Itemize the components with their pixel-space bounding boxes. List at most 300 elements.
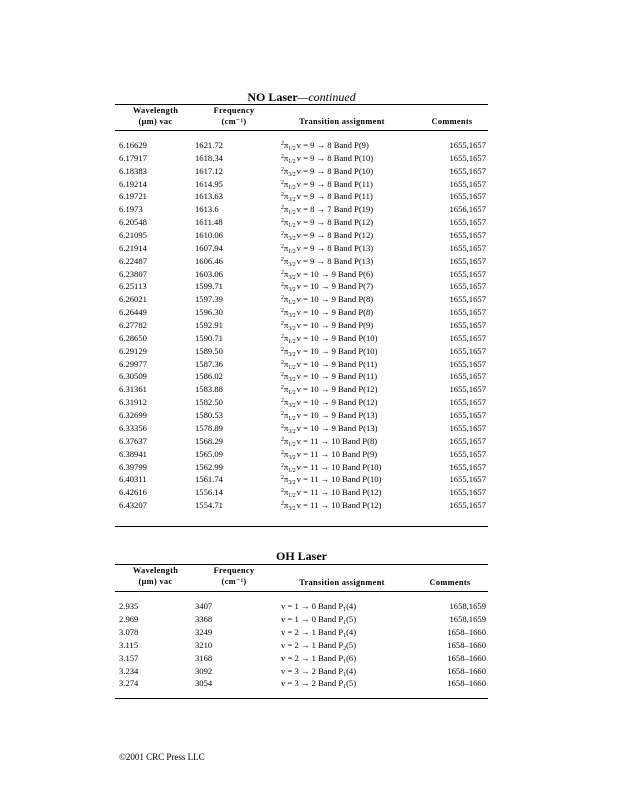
pi-symbol: π: [283, 165, 289, 176]
no-term-superscript: 2: [281, 372, 284, 379]
no-cell-transition: [281, 332, 377, 344]
oh-header-wavelength-label: Wavelength: [132, 566, 179, 575]
no-term-subscript: 1/2: [288, 146, 296, 152]
no-transition-text: v = 9 → 8 Band P(9): [296, 140, 369, 150]
no-term-subscript: 3/2: [288, 454, 296, 461]
pi-symbol: π: [283, 474, 289, 485]
oh-cell-wavelength: 3.115: [119, 639, 139, 650]
no-cell-comments: 1655,1657: [449, 487, 486, 498]
no-term-superscript: 2: [281, 398, 284, 405]
no-cell-transition: [281, 242, 373, 254]
oh-branch-subscript: 1: [343, 658, 347, 665]
no-term-superscript: 2: [281, 269, 284, 276]
no-term-superscript: 2: [281, 385, 284, 392]
no-transition-text: v = 9 → 8 Band P(10): [296, 165, 374, 176]
oh-cell-wavelength: 3.157: [119, 652, 139, 663]
no-term-subscript: 3/2: [288, 197, 296, 204]
no-term-subscript: 1/2: [288, 416, 296, 423]
no-cell-frequency: 1611.48: [195, 217, 223, 228]
no-term-subscript: 1/2: [288, 338, 296, 345]
no-cell-frequency: 1613.63: [195, 191, 223, 202]
no-cell-frequency: 1580.53: [195, 410, 223, 421]
no-cell-transition: [281, 190, 373, 202]
oh-cell-transition: [281, 600, 356, 612]
oh-laser-bottom-rule: [115, 698, 488, 699]
no-cell-transition: [281, 486, 381, 498]
pi-symbol: π: [283, 307, 289, 318]
no-transition-text: v = 8 → 7 Band P(19): [296, 204, 374, 215]
no-cell-frequency: 1590.71: [195, 332, 223, 343]
no-transition-text: v = 10 → 9 Band P(11): [296, 358, 378, 369]
no-term-subscript: 1/2: [288, 364, 296, 371]
no-cell-wavelength: 6.38941: [119, 448, 147, 459]
no-transition-text: v = 10 → 9 Band P(12): [296, 384, 378, 395]
no-term-superscript: 2: [281, 501, 284, 508]
oh-rotational-line: (4): [346, 626, 357, 637]
pi-symbol: π: [283, 435, 289, 446]
no-term-subscript: 1/2: [288, 300, 296, 307]
oh-header-frequency-unit: (cm⁻¹): [221, 577, 247, 586]
no-cell-wavelength: 6.27782: [119, 320, 147, 331]
oh-cell-frequency: 3407: [195, 601, 213, 611]
oh-branch-subscript: 2: [343, 645, 347, 652]
no-term-superscript: 2: [281, 333, 284, 340]
no-cell-wavelength: 6.42616: [119, 487, 147, 498]
no-cell-transition: [281, 345, 377, 357]
no-cell-comments: 1655,1657: [449, 320, 486, 331]
no-cell-frequency: 1587.36: [195, 358, 223, 369]
oh-rotational-line: (5): [346, 613, 357, 624]
no-term-subscript: 3/2: [288, 326, 296, 333]
pi-symbol: π: [283, 140, 289, 150]
oh-branch-subscript: 1: [343, 684, 347, 691]
no-transition-text: v = 10 → 9 Band P(12): [296, 397, 378, 408]
no-cell-wavelength: 6.37637: [119, 435, 147, 446]
no-term-subscript: 3/2: [288, 428, 296, 435]
no-cell-wavelength: 6.21914: [119, 242, 147, 253]
no-cell-frequency: 1621.72: [195, 140, 223, 150]
oh-cell-comments: 1658–1660: [447, 678, 486, 689]
no-cell-frequency: 1554.71: [195, 500, 223, 511]
no-cell-comments: 1655,1657: [449, 500, 486, 511]
oh-cell-frequency: 3210: [195, 639, 213, 650]
no-term-subscript: 3/2: [288, 261, 296, 268]
no-cell-transition: [281, 280, 373, 292]
no-cell-transition: [281, 139, 369, 151]
oh-cell-comments: 1658–1660: [447, 652, 486, 663]
no-transition-text: v = 9 → 8 Band P(13): [296, 255, 374, 266]
no-cell-frequency: 1596.30: [195, 307, 223, 318]
no-cell-transition: [281, 293, 373, 305]
no-cell-wavelength: 6.28650: [119, 332, 147, 343]
no-cell-transition: [281, 319, 373, 331]
no-cell-transition: [281, 178, 373, 190]
no-term-superscript: 2: [281, 411, 284, 418]
no-term-superscript: 2: [281, 153, 284, 160]
no-cell-wavelength: 6.22487: [119, 255, 147, 266]
pi-symbol: π: [283, 204, 289, 215]
no-header-comments: Comments: [431, 117, 473, 126]
no-cell-transition: [281, 152, 373, 164]
oh-transition-text: v = 2 → 1 Band P: [281, 626, 344, 637]
no-cell-comments: 1655,1657: [449, 140, 486, 150]
no-term-superscript: 2: [281, 449, 284, 456]
no-cell-comments: 1655,1657: [449, 422, 486, 433]
no-term-superscript: 2: [281, 192, 284, 199]
oh-cell-frequency: 3054: [195, 678, 213, 689]
no-term-subscript: 3/2: [288, 171, 296, 178]
no-cell-transition: [281, 255, 373, 267]
oh-rotational-line: (6): [346, 652, 357, 663]
pi-symbol: π: [283, 500, 289, 511]
no-cell-transition: [281, 409, 377, 421]
no-transition-text: v = 10 → 9 Band P(10): [296, 332, 378, 343]
no-cell-wavelength: 6.29129: [119, 345, 147, 356]
no-cell-wavelength: 6.19721: [119, 191, 147, 202]
no-header-transition: Transition assignment: [299, 117, 385, 126]
no-cell-transition: [281, 216, 373, 228]
oh-transition-text: v = 2 → 1 Band P: [281, 639, 344, 650]
no-term-superscript: 2: [281, 423, 284, 430]
no-transition-text: v = 10 → 9 Band P(6): [296, 268, 374, 279]
no-cell-comments: 1655,1657: [449, 294, 486, 305]
no-transition-text: v = 11 → 10 Band P(12): [296, 500, 382, 511]
no-cell-wavelength: 6.33356: [119, 422, 147, 433]
no-term-subscript: 1/2: [288, 248, 296, 255]
no-cell-frequency: 1565.09: [195, 448, 223, 459]
no-cell-comments: 1655,1657: [449, 448, 486, 459]
no-cell-comments: 1656,1657: [449, 204, 486, 215]
no-header-wavelength-unit: (μm) vac: [138, 117, 173, 126]
no-cell-transition: [281, 448, 377, 460]
oh-cell-wavelength: 3.234: [119, 665, 139, 676]
oh-rotational-line: (4): [346, 601, 357, 611]
no-cell-comments: 1655,1657: [449, 474, 486, 485]
oh-header-wavelength: [118, 565, 193, 587]
no-term-subscript: 3/2: [288, 274, 296, 281]
no-cell-wavelength: 6.26021: [119, 294, 147, 305]
no-cell-frequency: 1613.6: [195, 204, 219, 215]
oh-cell-wavelength: 3.078: [119, 626, 139, 637]
no-term-superscript: 2: [281, 488, 284, 495]
oh-cell-frequency: 3168: [195, 652, 213, 663]
no-cell-wavelength: 6.26449: [119, 307, 147, 318]
no-term-superscript: 2: [281, 218, 284, 225]
no-cell-wavelength: 6.43207: [119, 500, 147, 511]
pi-symbol: π: [283, 255, 289, 266]
no-cell-transition: [281, 499, 381, 511]
oh-cell-transition: [281, 639, 356, 651]
no-term-superscript: 2: [281, 295, 284, 302]
no-term-subscript: 3/2: [288, 480, 296, 487]
no-cell-comments: 1655,1657: [449, 435, 486, 446]
no-cell-comments: 1655,1657: [449, 178, 486, 189]
pi-symbol: π: [283, 371, 289, 382]
no-transition-text: v = 11 → 10 Band P(9): [296, 448, 378, 459]
no-transition-text: v = 9 → 8 Band P(12): [296, 230, 374, 241]
oh-header-transition: Transition assignment: [299, 578, 385, 587]
no-cell-comments: 1655,1657: [449, 242, 486, 253]
no-cell-wavelength: 6.40311: [119, 474, 147, 485]
no-cell-frequency: 1607.94: [195, 242, 223, 253]
no-cell-frequency: 1614.95: [195, 178, 223, 189]
pi-symbol: π: [283, 320, 289, 331]
no-term-superscript: 2: [281, 205, 284, 212]
oh-cell-frequency: 3092: [195, 665, 213, 676]
no-term-subscript: 3/2: [288, 506, 296, 513]
oh-laser-header-rule: [115, 591, 488, 592]
no-cell-transition: [281, 396, 377, 408]
no-cell-comments: 1655,1657: [449, 384, 486, 395]
no-cell-frequency: 1603.06: [195, 268, 223, 279]
no-cell-comments: 1655,1657: [449, 217, 486, 228]
no-transition-text: v = 10 → 9 Band P(7): [296, 281, 374, 292]
pi-symbol: π: [283, 281, 289, 292]
pi-symbol: π: [283, 448, 289, 459]
no-header-frequency-unit: (cm⁻¹): [221, 117, 247, 126]
oh-cell-transition: [281, 652, 356, 664]
no-term-subscript: 3/2: [288, 287, 296, 294]
no-cell-wavelength: 6.39799: [119, 461, 147, 472]
no-cell-wavelength: 6.25113: [119, 281, 147, 292]
no-header-wavelength-label: Wavelength: [132, 106, 179, 115]
pi-symbol: π: [283, 152, 289, 163]
no-transition-text: v = 10 → 9 Band P(9): [296, 320, 374, 331]
no-transition-text: v = 9 → 8 Band P(12): [296, 217, 374, 228]
no-term-superscript: 2: [281, 359, 284, 366]
no-term-superscript: 2: [281, 321, 284, 328]
oh-header-frequency: [198, 565, 270, 587]
no-cell-wavelength: 6.32699: [119, 410, 147, 421]
no-cell-comments: 1655,1657: [449, 255, 486, 266]
no-cell-wavelength: 6.1973: [119, 204, 143, 215]
no-transition-text: v = 10 → 9 Band P(11): [296, 371, 378, 382]
no-cell-transition: [281, 461, 381, 473]
no-cell-transition: [281, 422, 377, 434]
pi-symbol: π: [283, 397, 289, 408]
no-cell-comments: 1655,1657: [449, 332, 486, 343]
no-cell-frequency: 1618.34: [195, 152, 223, 163]
no-cell-transition: [281, 358, 377, 370]
oh-branch-subscript: 1: [343, 607, 347, 613]
no-cell-transition: [281, 306, 373, 318]
no-term-superscript: 2: [281, 475, 284, 482]
no-transition-text: v = 11 → 10 Band P(10): [296, 474, 382, 485]
oh-laser-title: OH Laser: [276, 549, 327, 563]
no-cell-comments: 1655,1657: [449, 230, 486, 241]
no-cell-wavelength: 6.21095: [119, 230, 147, 241]
no-transition-text: v = 9 → 8 Band P(11): [296, 191, 373, 202]
no-cell-frequency: 1582.50: [195, 397, 223, 408]
pi-symbol: π: [283, 358, 289, 369]
no-transition-text: v = 11 → 10 Band P(12): [296, 487, 382, 498]
no-cell-wavelength: 6.17917: [119, 152, 147, 163]
no-cell-comments: 1655,1657: [449, 281, 486, 292]
no-cell-comments: 1655,1657: [449, 397, 486, 408]
no-term-superscript: 2: [281, 231, 284, 238]
oh-cell-transition: [281, 677, 356, 689]
no-cell-transition: [281, 165, 373, 177]
oh-cell-comments: 1658–1660: [447, 639, 486, 650]
no-cell-frequency: 1561.74: [195, 474, 223, 485]
no-term-subscript: 3/2: [288, 236, 296, 243]
oh-cell-comments: 1658,1659: [449, 601, 486, 611]
no-cell-wavelength: 6.31361: [119, 384, 147, 395]
no-term-subscript: 1/2: [288, 158, 296, 165]
no-term-subscript: 3/2: [288, 313, 296, 320]
no-cell-wavelength: 6.19214: [119, 178, 147, 189]
oh-transition-text: v = 3 → 2 Band P: [281, 665, 344, 676]
oh-cell-wavelength: 2.969: [119, 613, 139, 624]
no-laser-title-suffix: —continued: [297, 90, 356, 104]
oh-transition-text: v = 2 → 1 Band P: [281, 652, 344, 663]
no-cell-frequency: 1617.12: [195, 165, 223, 176]
pi-symbol: π: [283, 345, 289, 356]
pi-symbol: π: [283, 178, 289, 189]
no-term-superscript: 2: [281, 436, 284, 443]
oh-cell-transition: [281, 626, 356, 638]
no-term-subscript: 1/2: [288, 223, 296, 230]
pi-symbol: π: [283, 294, 289, 305]
no-cell-wavelength: 6.20548: [119, 217, 147, 228]
no-cell-wavelength: 6.18383: [119, 165, 147, 176]
oh-rotational-line: (5): [346, 678, 357, 689]
oh-branch-subscript: 1: [343, 671, 347, 678]
no-cell-frequency: 1578.89: [195, 422, 223, 433]
no-term-superscript: 2: [281, 256, 284, 263]
oh-rotational-line: (5): [346, 639, 357, 650]
no-term-subscript: 1/2: [288, 493, 296, 500]
no-transition-text: v = 11 → 10 Band P(8): [296, 435, 378, 446]
no-term-subscript: 3/2: [288, 351, 296, 358]
oh-cell-comments: 1658–1660: [447, 626, 486, 637]
no-term-subscript: 1/2: [288, 184, 296, 191]
no-transition-text: v = 10 → 9 Band P(13): [296, 410, 378, 421]
no-cell-comments: 1655,1657: [449, 307, 486, 318]
no-transition-text: v = 9 → 8 Band P(11): [296, 178, 373, 189]
no-cell-transition: [281, 370, 377, 382]
no-transition-text: v = 10 → 9 Band P(8): [296, 294, 374, 305]
no-cell-transition: [281, 383, 377, 395]
pi-symbol: π: [283, 422, 289, 433]
oh-header-wavelength-unit: (μm) vac: [138, 577, 173, 586]
pi-symbol: π: [283, 217, 289, 228]
no-cell-comments: 1655,1657: [449, 358, 486, 369]
oh-rotational-line: (4): [346, 665, 357, 676]
no-laser-title-text: NO Laser: [247, 90, 298, 104]
no-cell-comments: 1655,1657: [449, 152, 486, 163]
no-cell-frequency: 1606.46: [195, 255, 223, 266]
pi-symbol: π: [283, 242, 289, 253]
oh-branch-subscript: 1: [343, 632, 347, 639]
oh-cell-comments: 1658–1660: [447, 665, 486, 676]
no-term-superscript: 2: [281, 243, 284, 250]
no-term-subscript: 3/2: [288, 377, 296, 384]
no-cell-frequency: 1597.39: [195, 294, 223, 305]
no-cell-wavelength: 6.30509: [119, 371, 147, 382]
no-transition-text: v = 10 → 9 Band P(8): [296, 307, 374, 318]
oh-cell-transition: [281, 613, 356, 625]
no-transition-text: v = 9 → 8 Band P(13): [296, 242, 374, 253]
no-transition-text: v = 10 → 9 Band P(13): [296, 422, 378, 433]
pi-symbol: π: [283, 384, 289, 395]
no-term-subscript: 1/2: [288, 441, 296, 448]
oh-branch-subscript: 1: [343, 619, 347, 626]
no-term-superscript: 2: [281, 166, 284, 173]
no-term-subscript: 1/2: [288, 390, 296, 397]
pi-symbol: π: [283, 191, 289, 202]
pi-symbol: π: [283, 332, 289, 343]
no-term-superscript: 2: [281, 179, 284, 186]
pi-symbol: π: [283, 487, 289, 498]
oh-cell-wavelength: 2.935: [119, 601, 139, 611]
no-term-subscript: 1/2: [288, 210, 296, 217]
pi-symbol: π: [283, 461, 289, 472]
no-cell-frequency: 1568.29: [195, 435, 223, 446]
oh-cell-wavelength: 3.274: [119, 678, 139, 689]
oh-cell-comments: 1658,1659: [449, 613, 486, 624]
no-cell-transition: [281, 203, 373, 215]
pi-symbol: π: [283, 230, 289, 241]
no-cell-wavelength: 6.31912: [119, 397, 147, 408]
oh-header-frequency-label: Frequency: [213, 566, 255, 575]
no-header-frequency-label: Frequency: [213, 106, 255, 115]
no-cell-wavelength: 6.23807: [119, 268, 147, 279]
no-cell-frequency: 1599.71: [195, 281, 223, 292]
no-term-superscript: 2: [281, 282, 284, 289]
no-cell-comments: 1655,1657: [449, 410, 486, 421]
no-term-superscript: 2: [281, 141, 284, 147]
oh-cell-frequency: 3249: [195, 626, 213, 637]
no-header-frequency: [198, 105, 270, 127]
no-laser-title: [115, 90, 488, 104]
no-cell-frequency: 1589.50: [195, 345, 223, 356]
no-cell-wavelength: 6.29977: [119, 358, 147, 369]
no-cell-frequency: 1556.14: [195, 487, 223, 498]
no-cell-comments: 1655,1657: [449, 345, 486, 356]
no-cell-frequency: 1583.88: [195, 384, 223, 395]
pi-symbol: π: [283, 268, 289, 279]
no-cell-comments: 1655,1657: [449, 371, 486, 382]
oh-cell-transition: [281, 665, 356, 677]
oh-transition-text: v = 1 → 0 Band P: [281, 601, 344, 611]
pi-symbol: π: [283, 410, 289, 421]
no-laser-header-rule: [115, 130, 488, 131]
no-cell-transition: [281, 268, 373, 280]
oh-header-comments: Comments: [429, 578, 471, 587]
no-cell-frequency: 1610.06: [195, 230, 223, 241]
no-cell-frequency: 1592.91: [195, 320, 223, 331]
oh-transition-text: v = 3 → 2 Band P: [281, 678, 344, 689]
no-laser-bottom-rule: [115, 526, 488, 527]
no-cell-frequency: 1586.02: [195, 371, 223, 382]
copyright-footer: ©2001 CRC Press LLC: [119, 752, 205, 762]
no-cell-transition: [281, 229, 373, 241]
no-transition-text: v = 11 → 10 Band P(10): [296, 461, 382, 472]
no-cell-frequency: 1562.99: [195, 461, 223, 472]
no-cell-comments: 1655,1657: [449, 191, 486, 202]
no-cell-comments: 1655,1657: [449, 165, 486, 176]
no-header-wavelength: [118, 105, 193, 127]
no-term-superscript: 2: [281, 462, 284, 469]
oh-transition-text: v = 1 → 0 Band P: [281, 613, 344, 624]
no-transition-text: v = 10 → 9 Band P(10): [296, 345, 378, 356]
no-cell-transition: [281, 473, 381, 485]
no-term-superscript: 2: [281, 346, 284, 353]
no-cell-transition: [281, 435, 377, 447]
no-cell-comments: 1655,1657: [449, 461, 486, 472]
no-term-superscript: 2: [281, 308, 284, 315]
